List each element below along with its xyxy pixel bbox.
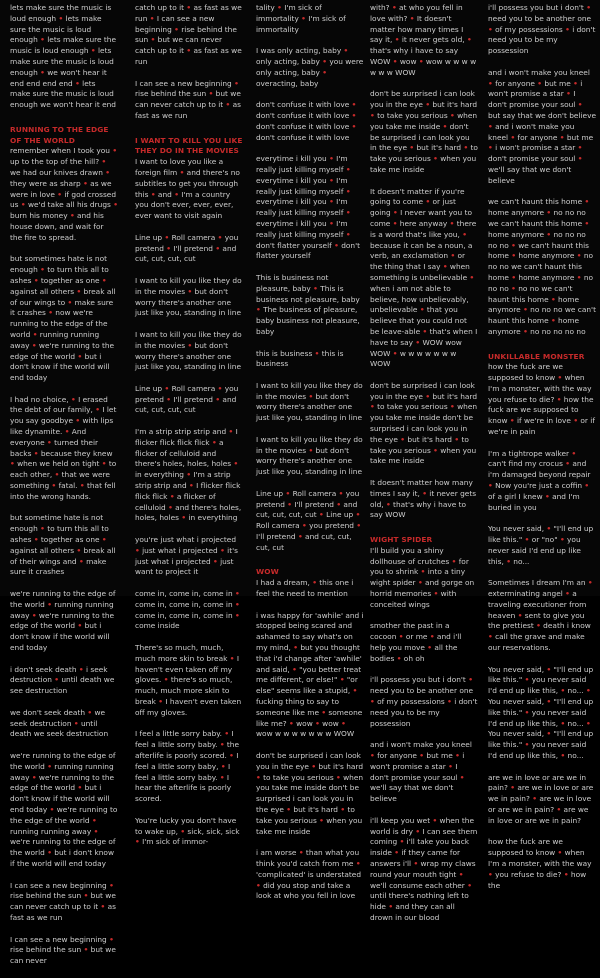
stanza-gap <box>488 438 596 449</box>
lyric-stanza: I can see a new beginning • rise behind the sun • but we can never catch up to it • as fast as we run <box>10 880 119 922</box>
stanza-gap <box>370 611 478 622</box>
stanza-gap <box>488 187 596 198</box>
stanza-gap <box>370 665 478 676</box>
stanza-gap <box>256 262 364 273</box>
stanza-gap <box>488 567 596 578</box>
stanza-gap <box>135 68 243 79</box>
stanza-gap <box>135 122 243 133</box>
lyric-stanza: i don't seek death • i seek destruction • until death we see destruction <box>10 664 117 696</box>
lyric-stanza: and i won't make you kneel • for anyone • but me • i won't promise a star • I don't promise your soul • but say that we don't believe • and i won't make you kneel • for anyone • but me • i won't promise a star • don't promise your soul • we'll say that we don't believe <box>488 67 599 185</box>
lyric-stanza: smother the past in a cocoon • or me • and i'll help you move • all the bodies • oh oh <box>370 621 464 663</box>
stanza-gap <box>256 478 364 489</box>
lyric-stanza: lets make sure the music is loud enough • lets make sure the music is loud enough • lets make sure the music is loud enough • lets make sure the music is loud enough • we won't hear it end end end end • lets make sure the music is loud enough we won't hear it end <box>10 3 119 110</box>
lyric-stanza: are we in love or are we in pain? • are we in love or are we in pain? • are we in love or are we in pain? • are we in love or are we in pain? <box>488 772 596 825</box>
lyric-stanza: There's so much, much, much more skin to break • I haven't even taken off my gloves. • there's so much, much, much more skin to break • I haven't even taken off my gloves. <box>135 643 244 717</box>
stanza-gap <box>256 554 364 565</box>
lyric-stanza: how the fuck are we supposed to know • when I'm a monster, with the way you refuse to die? • how the fuck are we supposed to know • if we're in love • or if we're in pain <box>488 362 598 437</box>
stanza-gap <box>370 79 478 90</box>
stanza-gap <box>10 654 118 665</box>
lyrics-column-1 <box>10 3 121 966</box>
lyric-stanza: Sometimes I dream I'm an • exterminating angel • a traveling executioner from heaven • sent to give you the prettiest • death i know • call the grave and make our reservations. <box>488 578 595 653</box>
lyric-stanza: everytime i kill you • I'm really just killing myself • everytime i kill you • I'm really just killing myself • everytime i kill you • I'm really just killing myself • everytime i kill you • I'm really just killing myself • don't flatter yourself • don't flatter yourself <box>256 154 363 261</box>
song-title: UNKILLABLE MONSTER <box>488 351 585 361</box>
lyric-stanza: we're running to the edge of the world • running running away • we're running to the edge of the world • but i don't know if the world will end today <box>10 589 118 653</box>
lyric-stanza: don't be surprised i can look you in the eye • but it's hard • to take you serious • when you take me inside don't be surprised i can look you in the eye • but it's hard • to take you serious • when you take me inside <box>256 750 366 836</box>
lyric-stanza: I had a dream, • this one i feel the need to mention <box>256 578 356 599</box>
lyric-stanza: I want to kill you like they do in the movies • but don't worry there's another one just like you, standing in line <box>256 434 365 477</box>
lyric-stanza: i'll possess you but i don't • need you to be another one • of my possessions • i don't need you to be my possession <box>370 675 480 728</box>
lyric-stanza: tality • I'm sick of immortality • I'm sick of immortality <box>256 3 349 34</box>
stanza-gap <box>256 600 364 611</box>
stanza-gap <box>256 837 364 848</box>
lyric-stanza: I'll build you a shiny dollhouse of crutches • for you to shrink • into a tiny wight spider • and gorge on horrid memories • with conceited wings <box>370 545 477 609</box>
song-title: WIGHT SPIDER <box>370 535 433 545</box>
stanza-gap <box>488 762 596 773</box>
lyric-stanza: Line up • Roll camera • you pretend • I'll pretend • and cut, cut, cut, cut <box>135 383 241 415</box>
stanza-gap <box>10 111 118 122</box>
lyric-stanza: I'm a strip strip strip and • I flicker flick flick flick • a flicker of celluloid and there's holes, holes, holes • in everything • I'm a strip strip strip and • I flicker flick flick flick • a flicker of celluloid • and there's holes, holes, holes • in everything <box>135 427 244 523</box>
lyric-stanza: remember when I took you • up to the top of the hill? • we had our knives drawn • they were as sharp • as we were in love • if god crossed us • we'd take all his drugs • burn his money • and his house down, and wait for the fire to spread. <box>10 146 121 242</box>
song-title: WOW <box>256 567 279 577</box>
lyric-stanza: we can't haunt this home • home anymore • no no no we can't haunt this home • home anymore • no no no no no • we can't haunt this home • home anymore • no no no we can't haunt this home • home anymore • no no no • no no we can't haunt this home • home anymore • no no no we can't haunt this home • home anymore • no no no no no <box>488 197 599 336</box>
stanza-gap <box>256 338 364 349</box>
stanza-gap <box>10 740 118 751</box>
stanza-gap <box>135 524 243 535</box>
stanza-gap <box>135 416 243 427</box>
stanza-gap <box>488 827 596 838</box>
stanza-gap <box>10 697 118 708</box>
lyric-stanza: and i won't make you kneel • for anyone • but me • i won't promise a star • I don't promise your soul • we'll say that we don't believe <box>370 740 475 804</box>
lyric-stanza: I want to kill you like they do in the movies • but don't worry there's another one just like you, standing in line <box>256 380 365 423</box>
lyric-stanza: Line up • Roll camera • you pretend • I'll pretend • and cut, cut, cut, cut • Line up • Roll camera • you pretend • I'll pretend • and cut, cut, cut, cut <box>256 488 364 552</box>
stanza-gap <box>256 35 364 46</box>
stanza-gap <box>10 244 118 255</box>
stanza-gap <box>135 319 243 330</box>
lyric-stanza: You never said, • "I'll end up like this." • or "no" • you never said I'd end up like this, • no... <box>488 524 596 566</box>
lyric-stanza: I feel a little sorry baby. • I feel a little sorry baby. • the afterlife is poorly scored. • I feel a little sorry baby, • I feel a little sorry baby. • I hear the afterlife is poorly scored. <box>135 729 242 804</box>
stanza-gap <box>135 719 243 730</box>
song-title: RUNNING TO THE EDGE OF THE WORLD <box>10 124 112 145</box>
stanza-gap <box>256 89 364 100</box>
stanza-gap <box>135 222 243 233</box>
stanza-gap <box>135 373 243 384</box>
stanza-gap <box>488 57 596 68</box>
lyric-stanza: I can see a new beginning • rise behind the sun • but we can never catch up to it • as fast as we run <box>135 78 244 120</box>
lyric-stanza: I had no choice, • I erased the debt of our family, • I let you say goodbye • with lips like dynamite. • And everyone • turned their backs • because they knew • when we held on tight • to each other, • that we were something • fatal. • that fell into the wrong hands. <box>10 394 119 501</box>
lyric-stanza: don't confuse it with love • don't confuse it with love • don't confuse it with love • don't confuse it with love <box>256 100 359 142</box>
stanza-gap <box>370 924 478 935</box>
lyric-stanza: don't be surprised i can look you in the eye • but it's hard • to take you serious • when you take me inside • don't be surprised i can look you in the eye • but it's hard • to take you serious • when you take me inside <box>370 89 481 174</box>
lyric-stanza: but sometimes hate is not enough • to turn this all to ashes • together as one • against all others • break all of our wings to • make sure it crashes • now we're running to the edge of the world • running running away • we're running to the edge of the world • but i don't know if the world will end today <box>10 254 118 383</box>
lyric-stanza: we don't seek death • we seek destruction • until death we seek destruction <box>10 707 109 739</box>
lyric-stanza: It doesn't matter if you're going to come • or just going • I never want you to come • here anyway • there is a word that's like you, • because it can be a noun, a verb, an exclamation • or the thing that I say • when something is unbelievable • when i am not able to believe, how unbelievably, unbelievable • that you believe that you could not be leave-able • that's when I have to say • WOW wow WOW • w w w w w w w WOW <box>370 186 480 369</box>
stanza-gap <box>135 632 243 643</box>
lyric-stanza: we're running to the edge of the world • running running away • we're running to the edge of the world • but i don't know if the world will end today • we're running to the edge of the world • running running away • we're running to the edge of the world • but i don't know if the world will end today <box>10 750 120 868</box>
song-title: I WANT TO KILL YOU LIKE THEY DO IN THE MOVIES <box>135 135 246 156</box>
stanza-gap <box>370 729 478 740</box>
lyric-stanza: Line up • Roll camera • you pretend • I'll pretend • and cut, cut, cut, cut <box>135 232 241 264</box>
lyric-stanza: I want to kill you like they do in the movies • but don't worry there's another one just like you, standing in line <box>135 275 244 318</box>
stanza-gap <box>135 848 243 859</box>
lyric-stanza: I can see a new beginning • rise behind the sun • but we can never <box>10 934 119 966</box>
lyric-stanza: i'll keep you wet • when the world is dry • I can see them coming • i'll take you back inside • if they came for answers i'll • wrap my claws round your mouth tight • we'll consume each other • until there's nothing left to hide • and they can all drown in our blood <box>370 815 480 922</box>
lyric-stanza: I'm a tightrope walker • can't find my crocus • and i'm damaged beyond repair • Now you're just a coffin • of a girl I knew • and I'm buried in you <box>488 448 593 512</box>
stanza-gap <box>10 384 118 395</box>
stanza-gap <box>10 503 118 514</box>
stanza-gap <box>370 370 478 381</box>
lyric-stanza: This is business not pleasure, baby • This is business not pleasure, baby • The business of pleasure, baby business not pleasure, baby <box>256 272 363 336</box>
lyric-stanza: this is business • this is business <box>256 348 346 369</box>
stanza-gap <box>370 805 478 816</box>
lyrics-column-2 <box>135 3 246 847</box>
stanza-gap <box>370 176 478 187</box>
stanza-gap <box>256 902 364 913</box>
stanza-gap <box>256 424 364 435</box>
stanza-gap <box>10 967 118 978</box>
lyric-stanza: I was only acting, baby • only acting, baby • you were only acting, baby • overacting, baby <box>256 46 366 88</box>
lyric-stanza: I want to love you like a foreign film • and there's no subtitles to get you through this • and • I'm a country you don't ever, ever, ever, ever want to visit again <box>135 157 243 221</box>
stanza-gap <box>256 370 364 381</box>
stanza-gap <box>488 513 596 524</box>
lyric-stanza: i'll possess you but i don't • need you to be another one • of my possessions • i don't need you to be my possession <box>488 3 598 56</box>
lyric-stanza: you're just what i projected • just what i projected • it's just what i projected • just want to project it <box>135 535 241 577</box>
stanza-gap <box>135 805 243 816</box>
lyric-stanza: but sometime hate is not enough • to turn this all to ashes • together as one • against all others • break all of their wings and • make sure it crashes <box>10 513 118 577</box>
stanza-gap <box>370 467 478 478</box>
stanza-gap <box>256 143 364 154</box>
stanza-gap <box>10 578 118 589</box>
lyric-stanza: i am worse • than what you think you'd catch from me • 'complicated' is understated • did you stop and take a look at who you fell in love <box>256 848 364 901</box>
lyric-stanza: don't be surprised i can look you in the eye • but it's hard • to take you serious • when you take me inside don't be surprised i can look you in the eye • but it's hard • to take you serious • when you take me inside <box>370 380 480 466</box>
lyric-stanza: i was happy for 'awhile' and i stopped being scared and ashamed to say what's on my mind, • but you thought that i'd change after 'awhile' and said, • "you better treat me different, or else!" • "or else" seems like a stupid, • fucking thing to say to someone like me • someone like me? • wow • wow • wow w w w w w w w WOW <box>256 610 366 739</box>
stanza-gap <box>488 891 596 902</box>
lyrics-column-4 <box>370 3 481 922</box>
lyric-stanza: You're lucky you don't have to wake up, • sick, sick, sick • I'm sick of immor- <box>135 815 242 847</box>
lyrics-column-3 <box>256 3 366 901</box>
lyric-stanza: You never said, • "I'll end up like this." • you never said I'd end up like this, • no... • You never said, • "I'll end up like this." • you never said I'd end up like this, • no... • You never said, • "I'll end up like this." • you never said I'd end up like this, • no... <box>488 664 596 760</box>
stanza-gap <box>488 654 596 665</box>
lyric-stanza: It doesn't matter how many times I say it, • it never gets old, • that's why i have to say WOW <box>370 478 479 520</box>
stanza-gap <box>256 740 364 751</box>
lyric-stanza: how the fuck are we supposed to know • when I'm a monster, with the way • you refuse to die? • how the <box>488 837 594 890</box>
stanza-gap <box>10 924 118 935</box>
lyrics-column-5 <box>488 3 599 890</box>
lyric-stanza: come in, come in, come in • come in, come in, come in • come in, come in, come in • come inside <box>135 589 243 631</box>
stanza-gap <box>135 265 243 276</box>
stanza-gap <box>135 578 243 589</box>
stanza-gap <box>488 338 596 349</box>
lyric-stanza: I want to kill you like they do in the movies • but don't worry there's another one just like you, standing in line <box>135 329 244 372</box>
lyric-stanza: catch up to it • as fast as we run • I can see a new beginning • rise behind the sun • but we can never catch up to it • as fast as we run <box>135 3 245 66</box>
stanza-gap <box>370 521 478 532</box>
stanza-gap <box>10 870 118 881</box>
lyric-stanza: with? • at who you fell in love with? • It doesn't matter how many times I say it, • it never gets old, • that's why i have to say WOW • wow • wow w w w w w w w WOW <box>370 3 479 77</box>
